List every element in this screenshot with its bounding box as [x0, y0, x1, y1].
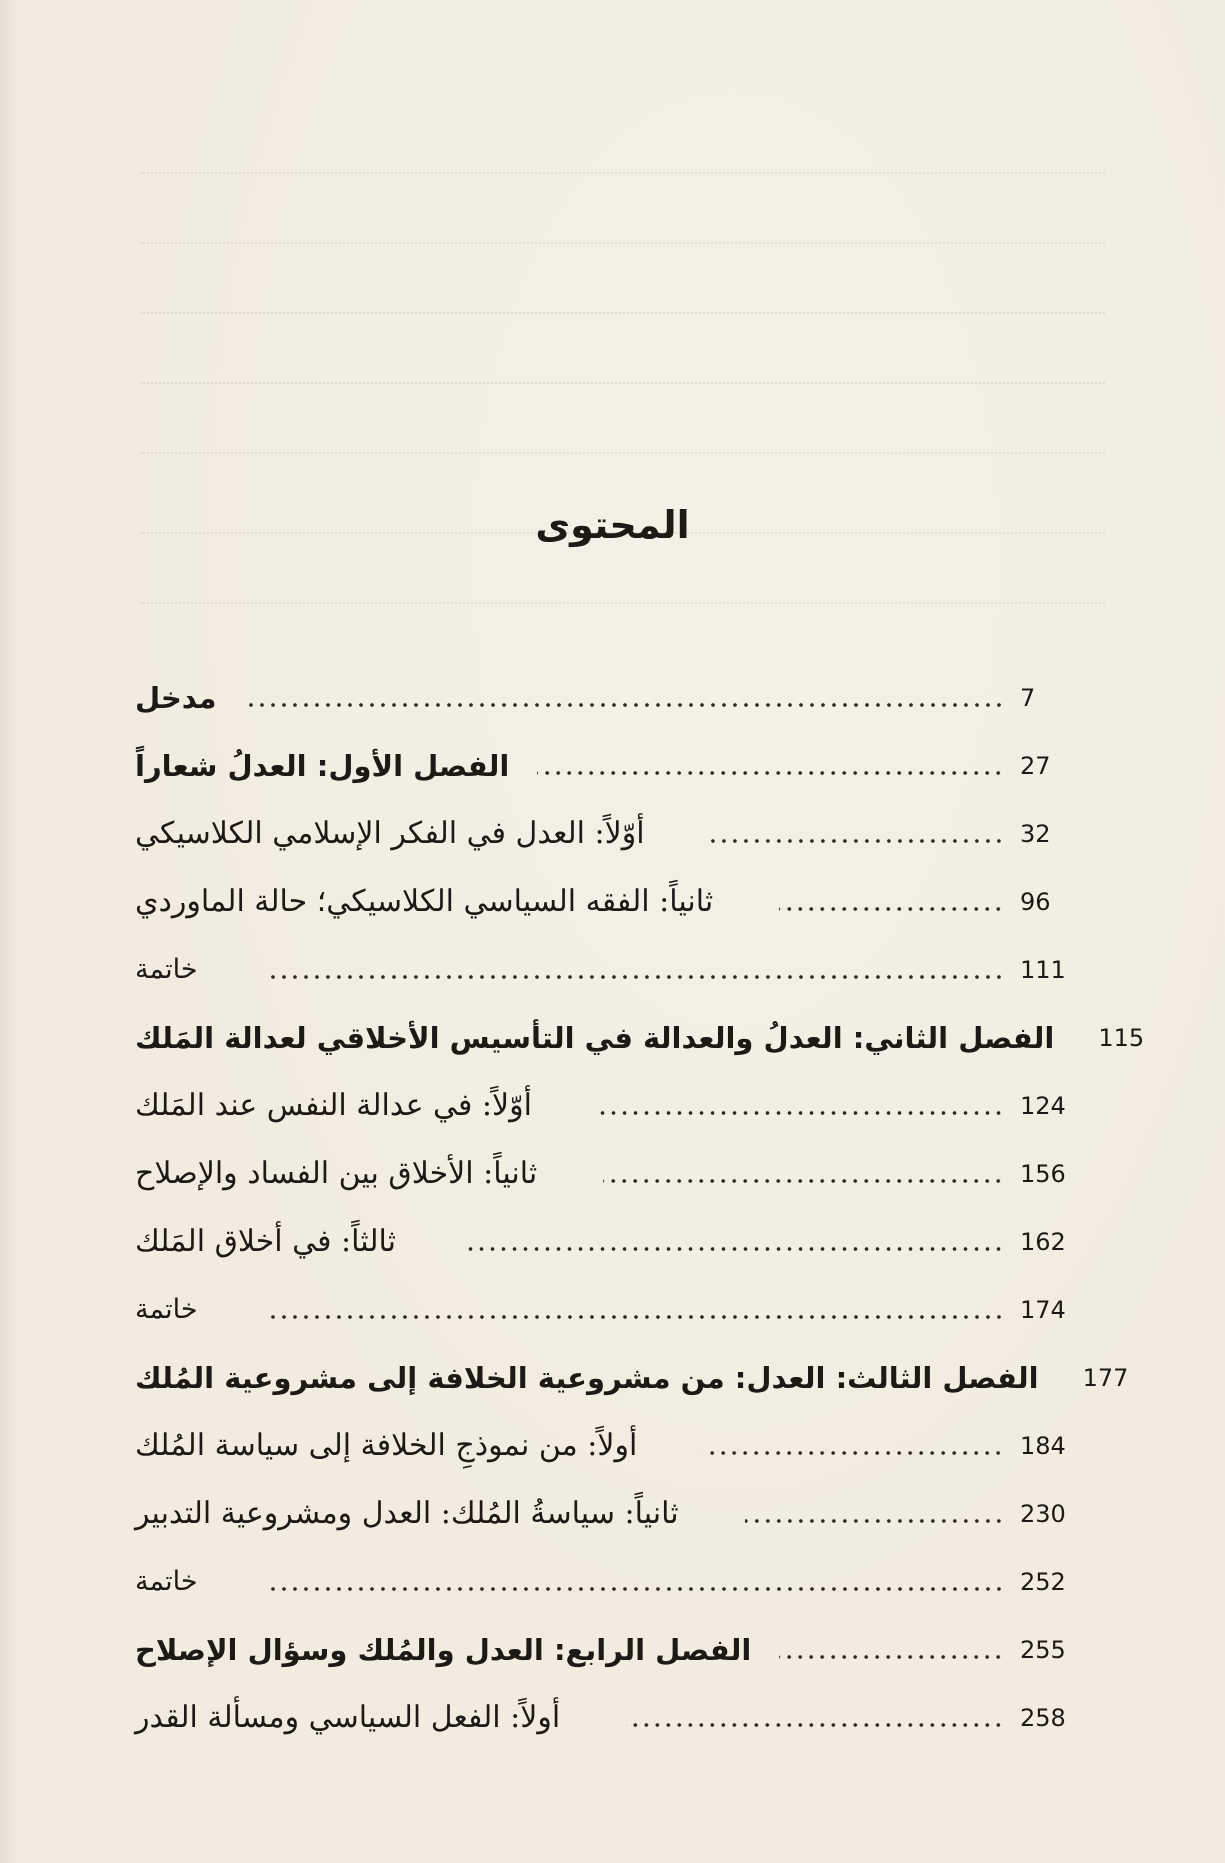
page-number: 162 [1020, 1228, 1066, 1256]
toc-entry [135, 1194, 1090, 1262]
page-number: 230 [1020, 1500, 1066, 1528]
dot-leader [264, 1314, 1004, 1320]
dot-leader [779, 1654, 1004, 1660]
toc-entry [135, 650, 1090, 718]
page-number: 96 [1020, 888, 1051, 916]
dot-leader [603, 1178, 1004, 1184]
toc-entry [135, 786, 1090, 854]
entry-label: مدخل [135, 681, 217, 715]
show-through-line [140, 360, 1105, 384]
dot-leader [598, 1110, 1004, 1116]
toc-entry [135, 1398, 1090, 1466]
toc-entry [135, 922, 1090, 990]
entry-label: أولاً: من نموذجِ الخلافة إلى سياسة المُلك [135, 1428, 638, 1463]
entry-label: الفصل الرابع: العدل والمُلك وسؤال الإصلاح [135, 1633, 752, 1667]
toc-entry [135, 854, 1090, 922]
dot-leader [264, 974, 1004, 980]
show-through-line [140, 220, 1105, 244]
toc-entry [135, 718, 1090, 786]
toc-entry [135, 1126, 1090, 1194]
dot-leader [245, 702, 1005, 708]
page-number: 184 [1020, 1432, 1066, 1460]
toc-entry [135, 1330, 1129, 1398]
toc-entry [135, 1058, 1090, 1126]
show-through-line [140, 430, 1105, 454]
entry-label: الفصل الأول: العدلُ شعاراً [135, 749, 510, 783]
page-number: 258 [1020, 1704, 1066, 1732]
page-number: 156 [1020, 1160, 1066, 1188]
entry-label: أوّلاً: العدل في الفكر الإسلامي الكلاسيكي [135, 816, 645, 851]
page-number: 174 [1020, 1296, 1066, 1324]
table-of-contents [135, 650, 1145, 1738]
page-number: 32 [1020, 820, 1051, 848]
entry-label: خاتمة [135, 1294, 198, 1325]
page-number: 252 [1020, 1568, 1066, 1596]
dot-leader [537, 770, 1004, 776]
entry-label: خاتمة [135, 1566, 198, 1597]
page-number: 115 [1098, 1024, 1145, 1052]
toc-entry [135, 990, 1145, 1058]
dot-leader [745, 1518, 1004, 1524]
toc-entry [135, 1670, 1090, 1738]
toc-entry [135, 1602, 1090, 1670]
toc-entry [135, 1262, 1090, 1330]
toc-entry [135, 1466, 1090, 1534]
show-through-line [140, 150, 1105, 174]
page-number: 7 [1020, 684, 1036, 712]
page-number: 124 [1020, 1092, 1066, 1120]
dot-leader [462, 1246, 1004, 1252]
entry-label: ثانياً: سياسةُ المُلك: العدل ومشروعية التدبير [135, 1496, 679, 1531]
entry-label: الفصل الثالث: العدل: من مشروعية الخلافة إلى مشروعية المُلك [135, 1361, 1039, 1395]
dot-leader [703, 1450, 1004, 1456]
show-through-line [140, 290, 1105, 314]
page-title: المحتوى [535, 503, 690, 548]
dot-leader [711, 838, 1004, 844]
toc-entry [135, 1534, 1090, 1602]
entry-label: ثانياً: الأخلاق بين الفساد والإصلاح [135, 1156, 538, 1191]
page-number: 27 [1020, 752, 1051, 780]
entry-label: خاتمة [135, 954, 198, 985]
page-number: 111 [1020, 956, 1066, 984]
page-number: 177 [1082, 1364, 1129, 1392]
entry-label: أوّلاً: في عدالة النفس عند المَلك [135, 1088, 532, 1123]
dot-leader [779, 906, 1004, 912]
dot-leader [626, 1722, 1004, 1728]
entry-label: ثانياً: الفقه السياسي الكلاسيكي؛ حالة الماوردي [135, 884, 714, 919]
show-through-line [140, 580, 1105, 604]
entry-label: الفصل الثاني: العدلُ والعدالة في التأسيس الأخلاقي لعدالة المَلك [135, 1021, 1055, 1055]
page-number: 255 [1020, 1636, 1066, 1664]
dot-leader [264, 1586, 1004, 1592]
entry-label: أولاً: الفعل السياسي ومسألة القدر [135, 1700, 561, 1735]
entry-label: ثالثاً: في أخلاق المَلك [135, 1224, 396, 1259]
